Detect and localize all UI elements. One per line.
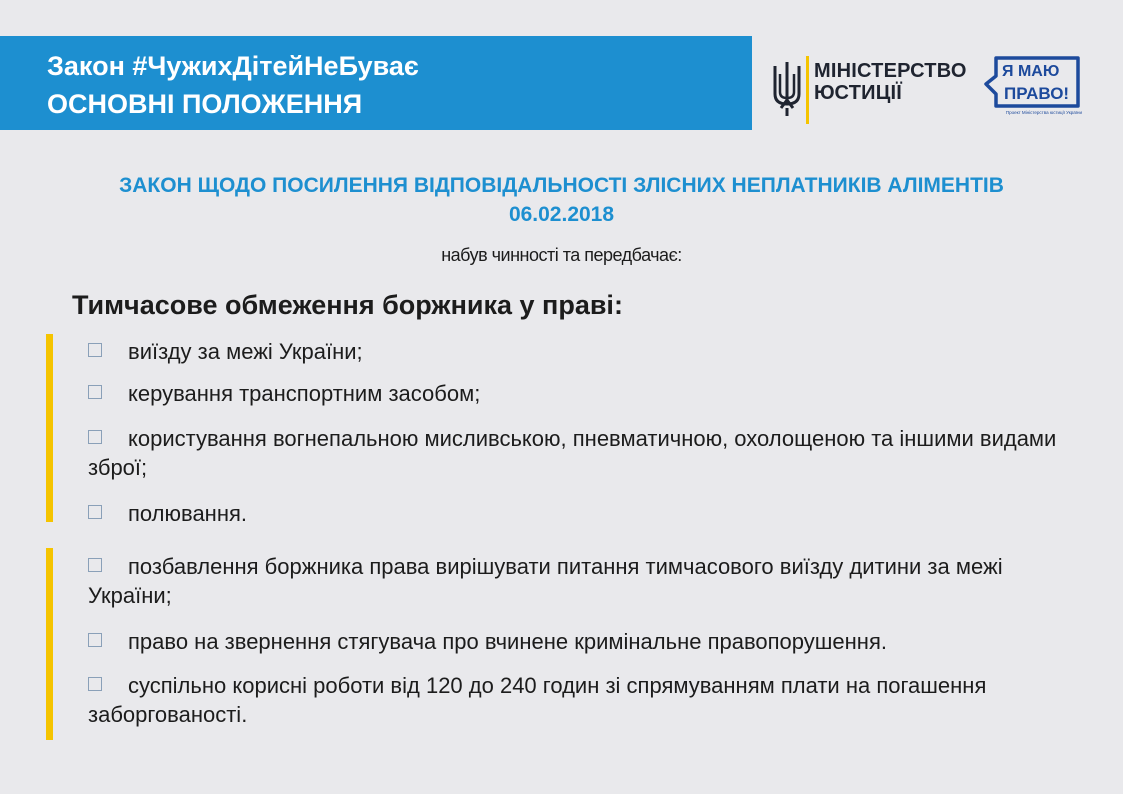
header-subtitle: ОСНОВНІ ПОЛОЖЕННЯ bbox=[47, 89, 363, 119]
ministry-logo bbox=[772, 56, 972, 126]
bullet-box-icon bbox=[88, 343, 102, 357]
list-item bbox=[88, 627, 1088, 656]
list-item bbox=[88, 499, 1088, 528]
bullet-box-icon bbox=[88, 633, 102, 647]
list-item bbox=[88, 552, 1088, 610]
project-logo-line1: Я МАЮ bbox=[1002, 63, 1060, 80]
accent-bar bbox=[46, 548, 53, 740]
trident-coat-of-arms-icon bbox=[772, 60, 802, 118]
list-item bbox=[88, 379, 1088, 408]
ministry-name-line2: ЮСТИЦІЇ bbox=[814, 82, 902, 104]
bullet-box-icon bbox=[88, 385, 102, 399]
accent-bar bbox=[46, 334, 53, 522]
law-date: 06.02.2018 bbox=[508, 203, 615, 226]
bullet-box-icon bbox=[88, 558, 102, 572]
bullet-box-icon bbox=[88, 505, 102, 519]
section-heading: Тимчасове обмеження боржника у праві: bbox=[72, 290, 623, 320]
ya-mayu-pravo-logo bbox=[982, 54, 1082, 120]
bullet-box-icon bbox=[88, 430, 102, 444]
header-title: Закон #ЧужихДітейНеБуває bbox=[47, 51, 419, 81]
list-item bbox=[88, 424, 1088, 482]
logo-divider bbox=[806, 56, 809, 124]
list-item-text: керування транспортним засобом; bbox=[128, 381, 481, 406]
law-title: ЗАКОН ЩОДО ПОСИЛЕННЯ ВІДПОВІДАЛЬНОСТІ ЗЛІСНИХ НЕПЛАТНИКІВ АЛІМЕНТІВ bbox=[119, 174, 1004, 197]
header-banner bbox=[0, 36, 752, 130]
project-logo-caption: Проект Міністерства юстиції України bbox=[1005, 110, 1082, 115]
law-subtitle: набув чинності та передбачає: bbox=[441, 245, 682, 265]
list-item-text: виїзду за межі України; bbox=[128, 339, 363, 364]
list-item-text: суспільно корисні роботи від 120 до 240 годин зі спрямуванням плати на погашення заборгованості. bbox=[88, 673, 987, 727]
list-item-text: право на звернення стягувача про вчинене кримінальне правопорушення. bbox=[128, 629, 887, 654]
list-item bbox=[88, 337, 1088, 366]
project-logo-line2: ПРАВО! bbox=[1004, 84, 1070, 103]
list-item bbox=[88, 671, 1088, 729]
list-item-text: полювання. bbox=[128, 501, 248, 526]
bullet-box-icon bbox=[88, 677, 102, 691]
list-item-text: позбавлення боржника права вирішувати питання тимчасового виїзду дитини за межі України; bbox=[88, 554, 1003, 608]
list-item-text: користування вогнепальною мисливською, пневматичною, охолощеною та іншими видами зброї; bbox=[88, 426, 1057, 480]
ministry-name-line1: МІНІСТЕРСТВО bbox=[814, 60, 967, 82]
